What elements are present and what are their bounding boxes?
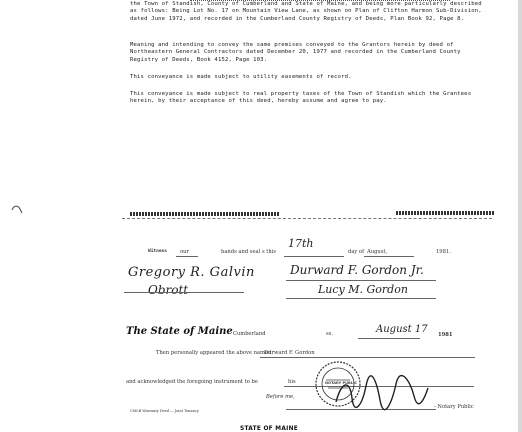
right-hatch-separator [396, 211, 494, 215]
ack-date-line [358, 338, 420, 339]
witness-signature-line [124, 292, 244, 293]
witness-signature-2: Obrott [148, 283, 189, 297]
ack-year: 1981 [438, 332, 453, 338]
state-footer: STATE OF MAINE [240, 426, 298, 432]
ack-acknowledged-text: and acknowledged the foregoing instrument to be [126, 379, 258, 385]
state-heading: The State of Maine [126, 326, 233, 337]
utility-easement-paragraph: This conveyance is made subject to utility easements of record. [130, 74, 352, 80]
ack-his: his [288, 379, 296, 385]
property-description-paragraph: the Town of Standish, County of Cumberland and State of Maine, and being more particularly described as follows: Being Lot No. 17 on Mountain View Lane, as shown on Plan of Clifton Harmon Sub-Division, dated June 1972, and recorded in the Cumberland County Registry of Deeds, Plan Book 92, Page 8. [130, 1, 482, 22]
ack-appeared-text: Then personally appeared the above named [156, 350, 272, 356]
ack-county: Cumberland [233, 331, 266, 337]
deed-page [100, 0, 500, 432]
ack-date: August 17 [376, 324, 428, 335]
meaning-and-intending-paragraph: Meaning and intending to convey the same premises conveyed to the Grantors herein by deed of Northeastern General Contractors dated December 20, 1977 and recorded in the Cumberland County Registry of Deeds, Book 4152, Page 103. [130, 42, 461, 63]
witness-year: 1981. [436, 249, 451, 255]
form-note: CMLB Warranty Deed — Joint Tenancy [130, 409, 199, 413]
witness-label: Witness [148, 249, 167, 254]
witness-our: our [180, 249, 189, 255]
our-fill-line [176, 256, 198, 257]
left-hatch-separator [130, 212, 280, 216]
day-fill-line [284, 256, 344, 257]
stray-margin-mark [10, 202, 24, 216]
grantor-1-line [286, 280, 436, 281]
witness-signature-1: Gregory R. Galvin [128, 265, 255, 280]
grantor-2-line [286, 298, 436, 299]
notary-signature [332, 372, 432, 412]
ack-notary-title: - Notary Public [434, 404, 474, 410]
month-fill-line [364, 256, 414, 257]
ack-ss: ss. [326, 331, 333, 337]
ack-appeared-name: Durward F. Gordon [264, 350, 315, 356]
scan-edge [518, 0, 522, 432]
notary-seal-text: NOTARY PUBLIC [325, 381, 357, 385]
witness-hands-seals: hands and seal s this [221, 249, 277, 255]
appeared-line [260, 357, 475, 358]
property-taxes-paragraph: This conveyance is made subject to real property taxes of the Town of Standish which the Grantees herein, by their acceptance of this deed, hereby assume and agree to pay. [130, 91, 472, 105]
grantor-signature-1: Durward F. Gordon Jr. [290, 263, 424, 277]
ack-before-me: Before me, [266, 394, 295, 400]
grantor-signature-2: Lucy M. Gordon [318, 283, 408, 296]
witness-month: August, [367, 249, 388, 255]
witness-day-of: day of [348, 249, 365, 255]
witness-day-number: 17th [288, 237, 314, 250]
dashed-separator [122, 218, 492, 219]
